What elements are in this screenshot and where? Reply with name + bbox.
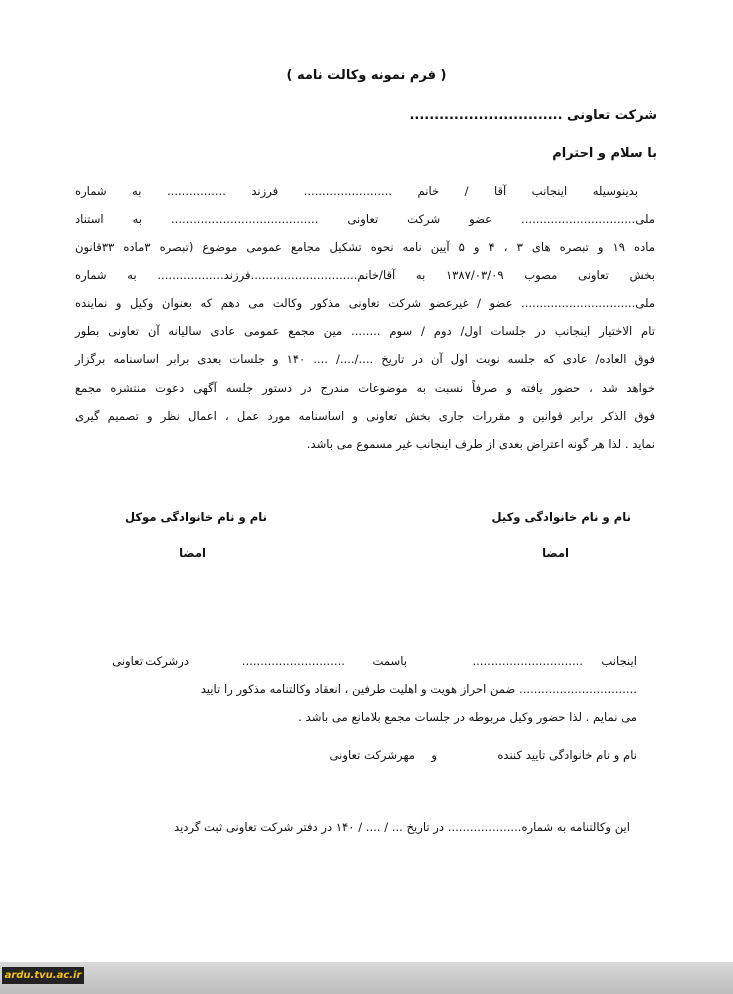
body-line: خواهد شد ، حضور یافته و صرفاً نسبت به موضوعات مندرج در دستور جلسه آگهی دعوت منتشره مجمع [75, 381, 655, 395]
body-line: فوق العاده/ عادی که جلسه نوبت اول آن در تاریخ ..../..../ .... ۱۴۰ و جلسات بعدی برابر اساسنامه برگزار [75, 352, 655, 366]
confirm-dots-2: ............................ [241, 654, 345, 668]
body-line: تام الاختیار اینجانب در جلسات اول/ دوم / سوم ........ مین مجمع عمومی عادی سالیانه آن تعاونی بطور [75, 324, 655, 338]
body-line: ماده ۱۹ و تبصره های ۳ ، ۴ و ۵ آیین نامه نحوه تشکیل مجامع عمومی موضوع (تبصره ۳ماده ۳۳قانون [75, 240, 655, 254]
principal-signature-label: امضا [179, 546, 206, 560]
body-line: بخش تعاونی مصوب ۱۳۸۷/۰۳/۰۹ به آقا/خانم.............................فرزند.................. به شماره [75, 268, 655, 282]
registration-line: این وکالتنامه به شماره.................... در تاریخ ... / .... / ۱۴۰ در دفتر شرکت تعاونی ثبت گردید [173, 820, 630, 834]
body-line: فوق الذکر برابر قوانین و مقررات جاری بخش تعاونی و اساسنامه مورد عمل ، اعمال نظر و تصمیم گیری [75, 409, 655, 423]
confirm-dots-1: .............................. [472, 654, 583, 668]
company-line: شرکت تعاونی ............................... [409, 108, 657, 123]
confirm-start: اینجانب [601, 654, 637, 668]
confirm-company-label: تعاونی [112, 654, 143, 668]
approver-name-label: نام و نام خانوادگی تایید کننده [497, 748, 637, 762]
form-title: ( فرم نمونه وکالت نامه ) [286, 68, 447, 83]
agent-name-label: نام و نام خانوادگی وکیل [491, 510, 631, 524]
confirm-role-label: باسمت [372, 654, 407, 668]
page-shadow [0, 962, 733, 994]
body-line: بدینوسیله اینجانب آقا / خانم ........................ فرزند ................ به شماره [75, 184, 638, 198]
greeting: با سلام و احترام [552, 146, 657, 161]
body-line: ملی............................... عضو / غیرعضو شرکت تعاونی مذکور وکالت می دهم که بعنوان وکیل و نماینده [75, 296, 655, 310]
confirm-in-label: درشرکت [145, 654, 189, 668]
agent-signature-label: امضا [542, 546, 569, 560]
watermark-label: ardu.tvu.ac.ir [2, 967, 84, 984]
company-seal-label: مهرشرکت تعاونی [329, 748, 415, 762]
principal-name-label: نام و نام خانوادگی موکل [124, 510, 267, 524]
confirm-line-2: ................................ ضمن احراز هویت و اهلیت طرفین ، انعقاد وکالتنامه مذکور را تایید [200, 682, 637, 696]
confirm-line-3: می نمایم . لذا حضور وکیل مربوطه در جلسات مجمع بلامانع می باشد . [298, 710, 637, 724]
and-label: و [431, 748, 437, 762]
body-line: نماید . لذا هر گونه اعتراض بعدی از طرف اینجانب غیر مسموع می باشد. [306, 437, 655, 451]
body-line: ملی............................... عضو شرکت تعاونی ........................................ به استناد [75, 212, 655, 226]
